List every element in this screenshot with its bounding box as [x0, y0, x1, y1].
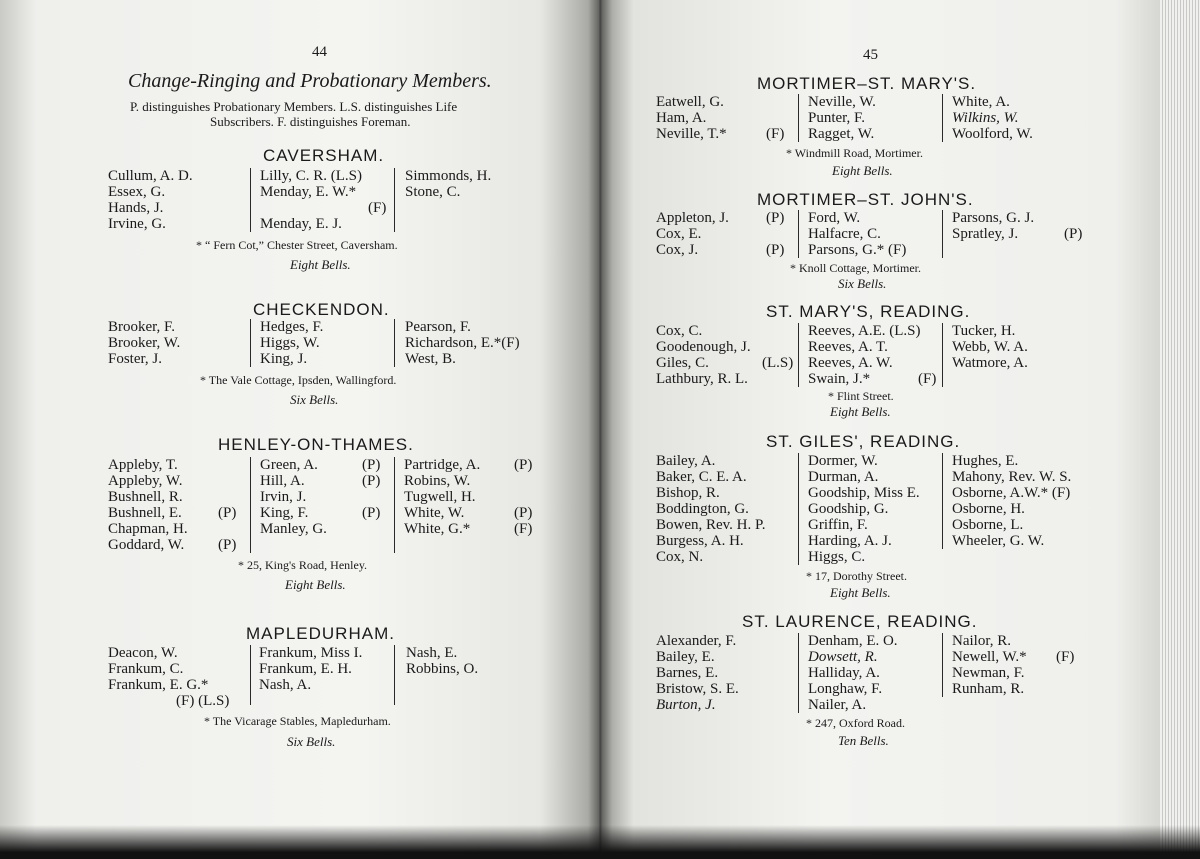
member-name: Dowsett, R. [808, 649, 878, 665]
member-name: Osborne, L. [952, 517, 1024, 533]
member-mark [918, 323, 936, 339]
member-mark [766, 226, 784, 242]
member-name: Lathbury, R. L. [656, 371, 748, 387]
members-column-2 [259, 645, 362, 693]
church-heading-henley: HENLEY-ON-THAMES. [218, 435, 414, 454]
member-name: Mahony, Rev. W. S. [952, 469, 1072, 485]
member-name: Giles, C. [656, 355, 709, 371]
member-name: Barnes, E. [656, 665, 719, 681]
member-mark: (P) [362, 505, 381, 521]
member-name: Ham, A. [656, 110, 707, 126]
column-divider [394, 168, 395, 232]
member-name: Stone, C. [405, 184, 461, 200]
member-name: Irvine, G. [108, 216, 166, 232]
member-name: Burton, J. [656, 697, 716, 713]
member-name: Wheeler, G. W. [952, 533, 1045, 549]
member-name: Frankum, C. [108, 661, 184, 677]
members-column-2 [260, 168, 386, 232]
member-name: Richardson, E.*(F) [405, 335, 520, 351]
bells-count: Six Bells. [287, 734, 336, 749]
foreman-address: * 17, Dorothy Street. [806, 569, 907, 583]
member-name: White, G.* [404, 521, 471, 537]
member-name: Longhaw, F. [808, 681, 883, 697]
member-mark: (P) [362, 457, 381, 473]
member-name: Newman, F. [952, 665, 1025, 681]
bells-count: Six Bells. [838, 276, 887, 291]
member-name: Hill, A. [260, 473, 305, 489]
foreman-address: * “ Fern Cot,” Chester Street, Caversham. [196, 238, 398, 252]
member-name: Halliday, A. [808, 665, 880, 681]
member-name: Appleton, J. [656, 210, 729, 226]
right-page [600, 0, 1160, 859]
member-name: Boddington, G. [656, 501, 749, 517]
member-name: Deacon, W. [108, 645, 178, 661]
member-name: Nailor, R. [952, 633, 1011, 649]
church-heading-st-laurence-reading: ST. LAURENCE, READING. [742, 612, 978, 631]
member-name: Dormer, W. [808, 453, 878, 469]
member-name: Irvin, J. [260, 489, 307, 505]
church-heading-caversham: CAVERSHAM. [263, 146, 385, 165]
member-name: Cox, J. [656, 242, 699, 258]
bells-count: Eight Bells. [830, 404, 891, 419]
member-name: King, J. [260, 351, 308, 367]
members-column-1 [656, 633, 739, 713]
member-name: Baker, C. E. A. [656, 469, 747, 485]
members-column-1 [656, 453, 765, 565]
column-divider [798, 210, 799, 258]
column-divider [394, 645, 395, 705]
members-column-1 [656, 323, 751, 387]
member-mark [362, 489, 380, 505]
members-column-1 [108, 168, 193, 232]
foreman-address: * The Vicarage Stables, Mapledurham. [204, 714, 391, 728]
member-mark: (F) [918, 371, 937, 387]
members-column-1 [108, 645, 229, 709]
member-name: Goodenough, J. [656, 339, 751, 355]
foreman-address: * 247, Oxford Road. [806, 716, 905, 730]
members-column-3 [406, 645, 478, 677]
member-name: Tugwell, H. [404, 489, 476, 505]
member-name: Pearson, F. [405, 319, 471, 335]
column-divider [942, 633, 943, 697]
member-name: Bailey, A. [656, 453, 716, 469]
member-name: Foster, J. [108, 351, 162, 367]
column-divider [250, 168, 251, 232]
member-name: Ragget, W. [808, 126, 875, 142]
members-column-3-marks [1064, 210, 1082, 242]
member-mark: (P) [766, 242, 785, 258]
member-name: Hughes, E. [952, 453, 1019, 469]
members-column-2 [808, 210, 906, 258]
member-mark [1064, 210, 1082, 226]
member-name: Frankum, E. H. [259, 661, 352, 677]
members-column-1 [108, 457, 188, 553]
member-name: Green, A. [260, 457, 318, 473]
bells-count: Ten Bells. [838, 733, 889, 748]
member-mark [918, 339, 936, 355]
column-divider [798, 94, 799, 142]
member-name: Cullum, A. D. [108, 168, 193, 184]
member-name: Frankum, Miss I. [259, 645, 363, 661]
member-mark [766, 110, 784, 126]
member-name: King, F. [260, 505, 309, 521]
member-name: Neville, W. [808, 94, 876, 110]
members-column-3-marks [514, 457, 532, 537]
column-divider [394, 319, 395, 367]
bottom-shadow [0, 825, 1200, 859]
legend-note-line2: Subscribers. F. distinguishes Foreman. [210, 114, 411, 129]
member-name: Webb, W. A. [952, 339, 1028, 355]
members-column-2-marks [362, 457, 380, 537]
church-heading-mortimer-st-johns: MORTIMER–ST. JOHN'S. [757, 190, 974, 209]
member-name: Robins, W. [404, 473, 471, 489]
member-mark: (P) [514, 505, 533, 521]
member-name: Nash, E. [406, 645, 458, 661]
member-name: Frankum, E. G.* [108, 677, 209, 693]
member-mark [762, 323, 793, 339]
member-name: Nash, A. [259, 677, 312, 693]
members-column-3 [404, 457, 480, 537]
column-divider [250, 457, 251, 553]
member-name: Punter, F. [808, 110, 865, 126]
member-mark: (L.S) [762, 355, 794, 371]
members-column-3 [952, 633, 1027, 697]
church-heading-checkendon: CHECKENDON. [253, 300, 390, 319]
member-name: Parsons, G.* (F) [808, 242, 907, 258]
column-divider [942, 210, 943, 258]
member-name: Hands, J. [108, 200, 164, 216]
member-name: Manley, G. [260, 521, 327, 537]
member-mark [514, 489, 532, 505]
column-divider [798, 633, 799, 713]
column-divider [250, 645, 251, 705]
church-heading-st-marys-reading: ST. MARY'S, READING. [766, 302, 971, 321]
member-name: Hedges, F. [260, 319, 324, 335]
member-name: Brooker, W. [108, 335, 181, 351]
bells-count: Six Bells. [290, 392, 339, 407]
members-column-1 [108, 319, 180, 367]
member-mark: (P) [218, 537, 237, 553]
member-name: Reeves, A. T. [808, 339, 888, 355]
member-name: Swain, J.* [808, 371, 871, 387]
members-column-1-marks [218, 457, 236, 553]
member-name: Appleby, W. [108, 473, 183, 489]
member-name: Reeves, A. W. [808, 355, 893, 371]
member-mark: (F) [766, 126, 785, 142]
member-name: Runham, R. [952, 681, 1025, 697]
member-mark [766, 94, 784, 110]
member-name: Wilkins, W. [952, 110, 1019, 126]
column-divider [942, 94, 943, 142]
members-column-2 [260, 457, 327, 537]
member-mark [514, 473, 532, 489]
members-column-3 [952, 453, 1071, 549]
foreman-address: * The Vale Cottage, Ipsden, Wallingford. [200, 373, 397, 387]
member-name: Bailey, E. [656, 649, 715, 665]
church-heading-st-giles-reading: ST. GILES', READING. [766, 432, 961, 451]
member-name: Essex, G. [108, 184, 166, 200]
member-name: White, W. [404, 505, 465, 521]
book-gutter [588, 0, 612, 859]
member-name: Higgs, W. [260, 335, 320, 351]
members-column-3 [952, 323, 1028, 371]
member-name: Goodship, G. [808, 501, 889, 517]
members-column-2 [808, 94, 876, 142]
member-name: Nailer, A. [808, 697, 867, 713]
member-mark: (F) (L.S) [176, 693, 230, 709]
member-mark: (P) [1064, 226, 1083, 242]
member-name: Menday, E. W.* [260, 184, 357, 200]
member-name: Ford, W. [808, 210, 861, 226]
member-name: Eatwell, G. [656, 94, 724, 110]
bells-count: Eight Bells. [290, 257, 351, 272]
member-name: Lilly, C. R. (L.S) [260, 168, 362, 184]
member-mark: (P) [766, 210, 785, 226]
member-name: Griffin, F. [808, 517, 868, 533]
member-name: Reeves, A.E. (L.S) [808, 323, 921, 339]
page-title: Change-Ringing and Probationary Members. [128, 70, 492, 92]
member-name: Spratley, J. [952, 226, 1019, 242]
member-name: Halfacre, C. [808, 226, 881, 242]
member-name: Bristow, S. E. [656, 681, 739, 697]
members-column-1-marks [762, 323, 793, 387]
member-mark [218, 489, 236, 505]
members-column-3-marks [1056, 633, 1074, 697]
member-mark [218, 521, 236, 537]
member-name: Goddard, W. [108, 537, 185, 553]
member-name: Watmore, A. [952, 355, 1028, 371]
foreman-address: * 25, King's Road, Henley. [238, 558, 368, 572]
members-column-2 [260, 319, 323, 367]
member-name: Neville, T.* [656, 126, 727, 142]
member-mark: (F) [1056, 649, 1075, 665]
member-mark [762, 339, 793, 355]
foreman-address: * Windmill Road, Mortimer. [786, 146, 923, 160]
member-name: Alexander, F. [656, 633, 737, 649]
member-name: Harding, A. J. [808, 533, 892, 549]
member-name: Bushnell, E. [108, 505, 182, 521]
member-mark [1056, 665, 1074, 681]
member-mark: (F) [368, 200, 387, 216]
member-name: Osborne, H. [952, 501, 1025, 517]
page-number: 44 [312, 44, 327, 60]
column-divider [942, 453, 943, 549]
member-name: Osborne, A.W.* (F) [952, 485, 1071, 501]
member-name: Woolford, W. [952, 126, 1033, 142]
member-name: White, A. [952, 94, 1010, 110]
member-name: Tucker, H. [952, 323, 1016, 339]
member-name: Bushnell, R. [108, 489, 183, 505]
member-mark [362, 521, 380, 537]
member-mark [1056, 681, 1074, 697]
member-name: West, B. [405, 351, 456, 367]
member-name: Parsons, G. J. [952, 210, 1035, 226]
members-column-1 [656, 210, 729, 258]
member-name: Burgess, A. H. [656, 533, 744, 549]
member-mark [918, 355, 936, 371]
column-divider [798, 453, 799, 565]
members-column-3 [405, 319, 520, 367]
member-name: Bishop, R. [656, 485, 720, 501]
member-name: Cox, N. [656, 549, 704, 565]
member-name: Brooker, F. [108, 319, 175, 335]
member-name: Bowen, Rev. H. P. [656, 517, 766, 533]
member-mark: (F) [514, 521, 533, 537]
member-name: Goodship, Miss E. [808, 485, 920, 501]
members-column-3 [952, 210, 1034, 242]
members-column-1-marks [766, 94, 784, 142]
members-column-2 [808, 633, 898, 713]
member-name: Durman, A. [808, 469, 879, 485]
member-mark [1056, 633, 1074, 649]
member-mark: (P) [218, 505, 237, 521]
column-divider [394, 457, 395, 553]
member-name: Cox, C. [656, 323, 703, 339]
page-number: 45 [863, 47, 878, 63]
member-mark [218, 457, 236, 473]
church-heading-mortimer-st-marys: MORTIMER–ST. MARY'S. [757, 74, 977, 93]
church-heading-mapledurham: MAPLEDURHAM. [246, 624, 395, 643]
member-mark: (P) [514, 457, 533, 473]
members-column-3 [952, 94, 1033, 142]
members-column-1-marks [766, 210, 784, 258]
column-divider [798, 323, 799, 387]
member-name: Robbins, O. [406, 661, 479, 677]
foreman-address: * Flint Street. [828, 389, 894, 403]
column-divider [942, 323, 943, 387]
column-divider [250, 319, 251, 367]
member-name: Simmonds, H. [405, 168, 492, 184]
member-name: Newell, W.* [952, 649, 1027, 665]
bells-count: Eight Bells. [832, 163, 893, 178]
member-mark [762, 371, 793, 387]
members-column-1 [656, 94, 727, 142]
members-column-2-marks [918, 323, 936, 387]
legend-note-line1: P. distinguishes Probationary Members. L.S. distinguishes Life [130, 99, 458, 114]
member-name: Denham, E. O. [808, 633, 898, 649]
member-name: Menday, E. J. [260, 216, 342, 232]
bells-count: Eight Bells. [830, 585, 891, 600]
member-name: Higgs, C. [808, 549, 866, 565]
member-mark: (P) [362, 473, 381, 489]
member-name: Chapman, H. [108, 521, 188, 537]
member-name: Cox, E. [656, 226, 702, 242]
member-name: Partridge, A. [404, 457, 481, 473]
member-mark [218, 473, 236, 489]
members-column-2 [808, 323, 920, 387]
page-edges [1160, 0, 1200, 859]
bells-count: Eight Bells. [285, 577, 346, 592]
member-name: Appleby, T. [108, 457, 178, 473]
members-column-3 [405, 168, 491, 200]
foreman-address: * Knoll Cottage, Mortimer. [790, 261, 921, 275]
members-column-2 [808, 453, 920, 565]
